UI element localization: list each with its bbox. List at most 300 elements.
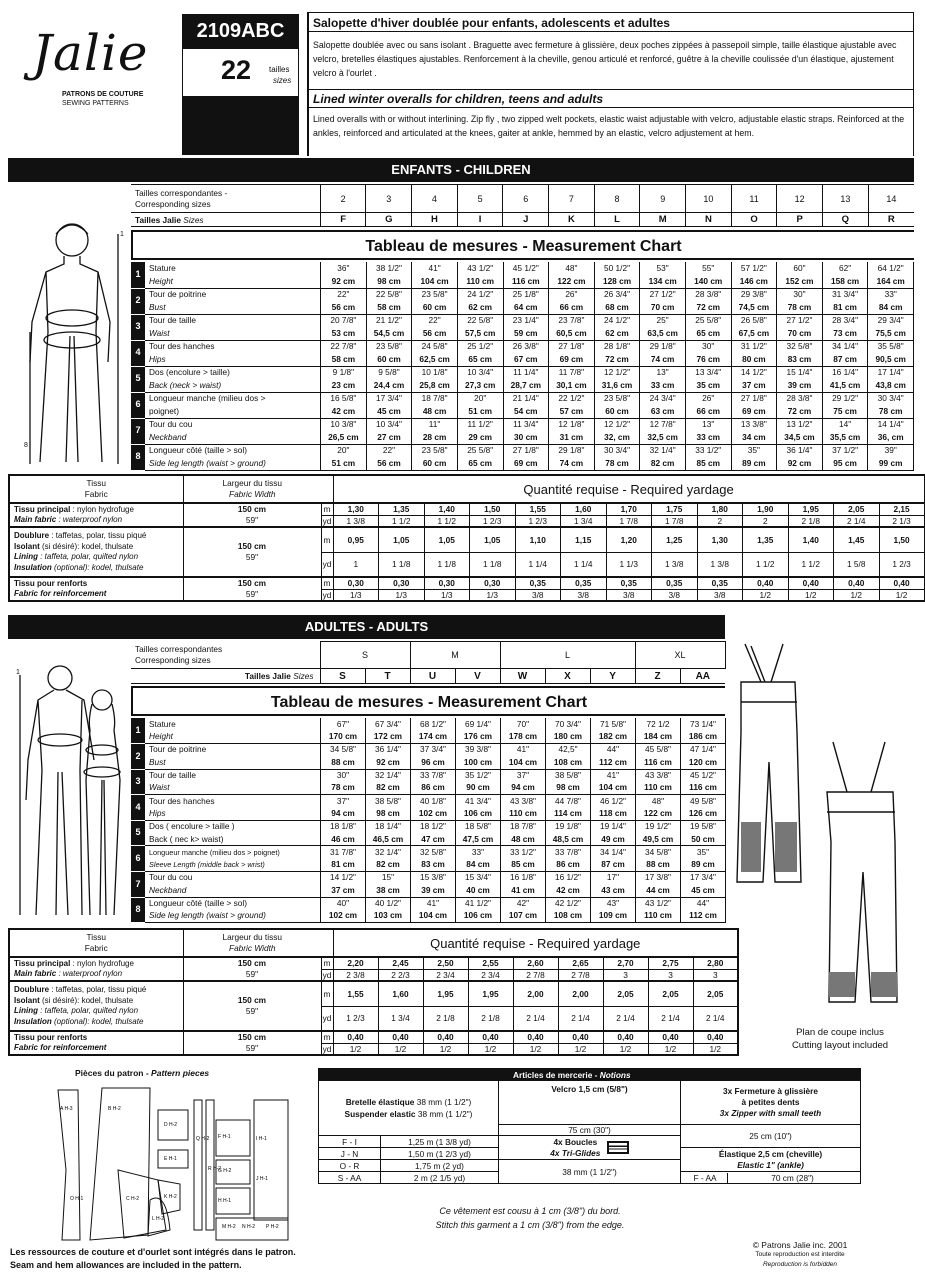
pattern-piece-label: O H-1 [70,1196,84,1202]
adults-jalie-size: AA [680,669,725,684]
measurement-metric: 110 cm [636,910,681,923]
children-corr-row [131,185,914,213]
yardage-metric: 0,35 [697,577,743,589]
measurement-imperial: 26" [685,392,731,405]
measurement-imperial: 11" [412,418,458,431]
measurement-metric: 176 cm [456,731,501,744]
measurement-imperial: 16 1/8" [501,872,546,885]
unit-yd: yd [322,515,332,526]
unit-header-blank [321,475,333,503]
measurement-metric: 85 cm [501,859,546,872]
measurement-imperial: 53" [640,262,686,275]
adults-corr-row [131,642,725,669]
measurement-metric: 62 cm [594,327,640,340]
yardage-metric: 2,75 [648,957,693,969]
measurement-metric: 35,5 cm [822,431,868,444]
measurement-metric: 83 cm [777,353,823,366]
row-number: 4 [132,795,145,821]
measurement-imperial: 31 7/8" [321,846,366,859]
yardage-title: Quantité requise - Required yardage [333,929,738,957]
fig-num-1: 1 [120,231,124,238]
children-corr-size: 13 [823,185,869,213]
measurement-imperial: 67 3/4" [366,718,411,731]
measurement-metric: 58 cm [366,301,412,314]
measurement-imperial: 26 3/8" [503,340,549,353]
measurement-imperial: 44" [681,897,726,910]
yardage-metric: 0,30 [333,577,379,589]
row-number: 4 [132,340,145,366]
adults-jalie-size: U [410,669,455,684]
measurement-metric: 60,5 cm [549,327,595,340]
measurement-metric: 41,5 cm [822,379,868,392]
yardage-metric: 1,75 [652,503,698,515]
measurement-imperial: 43 3/8" [636,769,681,782]
yardage-metric: 1,70 [606,503,652,515]
measurement-row [132,846,726,859]
yardage-metric: 2,65 [558,957,603,969]
measurement-imperial: 24 5/8" [412,340,458,353]
measurement-metric: 140 cm [685,275,731,288]
measurement-imperial: 18 7/8" [412,392,458,405]
measurement-metric: 47 cm [411,833,456,846]
measurement-row [132,262,914,275]
zipper-length: 25 cm (10") [681,1125,861,1148]
measurement-label-fr: Tour de taille [145,769,321,782]
adults-jalie-size: T [365,669,410,684]
children-jalie-size: L [594,213,640,227]
zipper-label: 3x Fermeture à glissière à petites dents 3x Zipper with small teeth [681,1081,861,1125]
measurement-metric: 39 cm [777,379,823,392]
yardage-yards: 2 1/4 [648,1006,693,1031]
yardage-row [9,503,925,515]
unit-yd: yd [322,1043,332,1054]
measurement-imperial: 24 3/4" [640,392,686,405]
yardage-metric: 1,60 [561,503,607,515]
measurement-imperial: 30" [777,288,823,301]
measurement-imperial: 28 3/8" [777,392,823,405]
yardage-metric: 0,35 [652,577,698,589]
measurement-imperial: 32 5/8" [411,846,456,859]
yardage-metric: 2,50 [423,957,468,969]
measurement-label-fr: Tour de poitrine [145,288,321,301]
measurement-metric: 82 cm [640,457,686,470]
measurement-metric: 69 cm [731,405,777,418]
children-corr-size: 5 [457,185,503,213]
measurement-metric: 98 cm [366,808,411,821]
measurement-metric: 64 cm [503,301,549,314]
buckles-label: 4x Boucles 4x Tri-Glides [499,1136,681,1160]
buckles-length: 38 mm (1 1/2") [499,1160,681,1184]
row-number: 1 [132,718,145,744]
measurement-metric: 72 cm [594,353,640,366]
measurement-metric: 40 cm [456,884,501,897]
measurement-metric: 114 cm [546,808,591,821]
measurement-metric: 60 cm [366,353,412,366]
pattern-piece-label: L H-2 [152,1216,165,1222]
measurement-metric: 49,5 cm [636,833,681,846]
measurement-metric: 186 cm [681,731,726,744]
measurement-imperial: 25 5/8" [457,444,503,457]
yardage-metric: 1,20 [606,527,652,552]
yardage-yards: 1 1/2 [379,515,425,527]
measurement-imperial: 23 7/8" [549,314,595,327]
measurement-metric: 88 cm [636,859,681,872]
measurement-imperial: 43" [591,897,636,910]
measurement-imperial: 18 1/2" [411,820,456,833]
measurement-metric: 78 cm [594,457,640,470]
measurement-imperial: 40" [321,897,366,910]
cutting-layout-caption: Plan de coupe inclus Cutting layout included [791,1027,889,1051]
adult-fig-num-1: 1 [16,669,20,676]
measurement-imperial: 18 1/8" [321,820,366,833]
yardage-yards: 1 1/3 [606,552,652,577]
measurement-row [132,910,726,923]
yardage-yards: 3/8 [606,589,652,601]
measurement-metric: 42 cm [321,405,367,418]
measurement-label-fr: Dos (encolure > taille) [145,366,321,379]
measurement-label-en: Waist [145,327,321,340]
pattern-piece-label: C H-2 [126,1196,140,1202]
measurement-imperial: 33 7/8" [411,769,456,782]
measurement-row [132,718,726,731]
fabric-label: Doublure : taffetas, polar, tissu piqué Isolant (si désiré): kodel, thulsate Lining : taffeta, polar, quilted nylon Insulation (optional): kodel, thulsate [14,985,147,1026]
measurement-label-en: Height [145,275,321,288]
yardage-yards: 2 3/4 [423,969,468,981]
children-corr-size: 7 [549,185,595,213]
measurement-row [132,872,726,885]
measurement-metric: 109 cm [591,910,636,923]
yardage-metric: 2,00 [513,981,558,1006]
measurement-metric: 110 cm [501,808,546,821]
measurement-metric: 106 cm [456,808,501,821]
yardage-yards: 1/2 [513,1043,558,1055]
measurement-metric: 46,5 cm [366,833,411,846]
measurement-metric: 37 cm [731,379,777,392]
unit-header-blank [321,929,333,957]
measurement-imperial: 45 5/8" [636,744,681,757]
row-number: 5 [132,366,145,392]
measurement-metric: 68 cm [594,301,640,314]
copyright: © Patrons Jalie inc. 2001 Toute reproduction est interdite Reproduction is forbidden [752,1240,848,1268]
measurement-metric: 32,5 cm [640,431,686,444]
yardage-metric: 1,05 [379,527,425,552]
measurement-label-en: Neckband [145,431,321,444]
measurement-imperial: 36" [321,262,367,275]
measurement-metric: 45 cm [681,884,726,897]
yardage-metric: 0,40 [834,577,880,589]
measurement-imperial: 13 3/4" [685,366,731,379]
measurement-label-en: Side leg length (waist > ground) [145,910,321,923]
measurement-metric: 27,3 cm [457,379,503,392]
measurement-imperial: 32 1/4" [366,769,411,782]
measurement-metric: 94 cm [321,808,366,821]
measurement-metric: 76 cm [685,353,731,366]
measurement-label-fr: Tour des hanches [145,795,321,808]
fabric-header: Tissu Fabric [84,478,108,499]
yardage-metric: 0,40 [648,1031,693,1043]
yardage-metric: 0,35 [561,577,607,589]
measurement-label-en: Back ( nec k> waist) [145,833,321,846]
velcro-length: 75 cm (30") [499,1125,681,1136]
measurement-imperial: 73 1/4" [681,718,726,731]
yardage-metric: 2,55 [468,957,513,969]
yardage-yards: 1/3 [379,589,425,601]
pattern-piece-label: A H-3 [60,1106,73,1112]
yardage-metric: 0,40 [378,1031,423,1043]
measurement-imperial: 18 5/8" [456,820,501,833]
row-number: 8 [132,444,145,470]
measurement-metric: 44 cm [636,884,681,897]
measurement-metric: 107 cm [501,910,546,923]
measurement-imperial: 13" [640,366,686,379]
measurement-imperial: 48" [549,262,595,275]
measurement-imperial: 34 5/8" [321,744,366,757]
measurement-imperial: 55" [685,262,731,275]
measurement-metric: 23 cm [321,379,367,392]
measurement-row [132,379,914,392]
measurement-metric: 110 cm [457,275,503,288]
yardage-metric: 1,55 [333,981,378,1006]
measurement-imperial: 15 3/8" [411,872,456,885]
measurement-imperial: 37 3/4" [411,744,456,757]
measurement-imperial: 17 3/8" [636,872,681,885]
measurement-imperial: 37 1/2" [822,444,868,457]
yardage-yards: 1 [333,552,379,577]
measurement-metric: 65 cm [457,353,503,366]
yardage-yards: 2 3/4 [468,969,513,981]
measurement-metric: 60 cm [412,457,458,470]
measurement-imperial: 30" [321,769,366,782]
yardage-metric: 0,40 [468,1031,513,1043]
susp-len-1: 1,50 m (1 2/3 yd) [381,1148,499,1160]
unit-m: m [321,503,333,515]
measurement-imperial: 28 3/4" [822,314,868,327]
measurement-metric: 100 cm [456,756,501,769]
measurement-row [132,897,726,910]
yardage-yards: 1/3 [333,589,379,601]
yardage-yards: 3 [603,969,648,981]
measurement-imperial: 32 5/8" [777,340,823,353]
measurement-imperial: 29 1/8" [549,444,595,457]
measurement-metric: 25,8 cm [412,379,458,392]
row-number: 3 [132,314,145,340]
pattern-piece-label: M H-2 [222,1224,236,1230]
measurement-metric: 32, cm [594,431,640,444]
measurement-imperial: 22 5/8" [366,288,412,301]
measurement-imperial: 16 5/8" [321,392,367,405]
measurement-metric: 86 cm [546,859,591,872]
measurement-metric: 39 cm [411,884,456,897]
measurement-metric: 116 cm [503,275,549,288]
measurement-imperial: 18 1/4" [366,820,411,833]
measurement-imperial: 57 1/2" [731,262,777,275]
measurement-imperial: 42 1/2" [546,897,591,910]
yardage-yards: 1 1/8 [379,552,425,577]
fabric-label: Tissu principal : nylon hydrofuge Main fabric : waterproof nylon [14,504,134,524]
children-jalie-label: Tailles Jalie Sizes [131,213,320,227]
susp-size-3: S - AA [319,1172,381,1184]
yardage-yards: 2 [743,515,789,527]
measurement-row [132,808,726,821]
yardage-yards: 1/2 [468,1043,513,1055]
row-number: 6 [132,392,145,418]
measurement-row [132,884,726,897]
measurement-metric: 31 cm [549,431,595,444]
adults-size-table [131,641,725,684]
measurement-label-en: Bust [145,756,321,769]
measurement-imperial: 19 5/8" [681,820,726,833]
sizes-count: 22 [221,55,252,85]
yardage-yards: 1 1/2 [424,515,470,527]
yardage-metric: 1,40 [788,527,834,552]
measurement-imperial: 44 7/8" [546,795,591,808]
measurement-row [132,366,914,379]
measurement-metric: 182 cm [591,731,636,744]
children-band: ENFANTS - CHILDREN [8,158,914,182]
susp-size-2: O - R [319,1160,381,1172]
yardage-yards: 2 1/4 [558,1006,603,1031]
measurement-imperial: 14 1/2" [321,872,366,885]
yardage-metric: 2,70 [603,957,648,969]
adults-band: ADULTES - ADULTS [8,615,725,639]
measurement-metric: 62 cm [457,301,503,314]
measurement-imperial: 60" [777,262,823,275]
measurement-imperial: 49 5/8" [681,795,726,808]
susp-len-0: 1,25 m (1 3/8 yd) [381,1136,499,1148]
measurement-row [132,327,914,340]
measurement-label-fr: Tour du cou [145,872,321,885]
row-number: 5 [132,820,145,846]
measurement-metric: 104 cm [591,782,636,795]
measurement-imperial: 22 5/8" [457,314,503,327]
measurement-imperial: 42" [501,897,546,910]
measurement-metric: 49 cm [591,833,636,846]
measurement-imperial: 13" [685,418,731,431]
measurement-imperial: 38 1/2" [366,262,412,275]
measurement-imperial: 11 1/4" [503,366,549,379]
unit-m: m [321,577,333,589]
yardage-metric: 0,30 [470,577,516,589]
yardage-row [9,577,925,589]
yardage-metric: 0,40 [423,1031,468,1043]
unit-yd: yd [321,552,333,577]
width-header: Largeur du tissu Fabric Width [183,929,321,957]
measurement-label-fr: Longueur manche (milieu dos > poignet) [145,846,321,859]
children-corr-size: 12 [777,185,823,213]
measurement-row [132,275,914,288]
measurement-imperial: 15" [366,872,411,885]
children-corr-size: 9 [640,185,686,213]
measurement-imperial: 41 3/4" [456,795,501,808]
measurement-metric: 31,6 cm [594,379,640,392]
measurement-metric: 102 cm [321,910,366,923]
fabric-width: 150 cm 59" [183,527,321,577]
yardage-yards: 1 2/3 [333,1006,378,1031]
pattern-piece-label: P H-2 [266,1224,279,1230]
adults-jalie-size: V [455,669,500,684]
measurement-imperial: 31 3/4" [822,288,868,301]
measurement-imperial: 35" [681,846,726,859]
yardage-yards: 1/3 [424,589,470,601]
measurement-metric: 33 cm [640,379,686,392]
measurement-metric: 30,1 cm [549,379,595,392]
measurement-row [132,405,914,418]
measurement-imperial: 30" [685,340,731,353]
adults-corr-size: S [320,642,410,669]
yardage-metric: 1,55 [515,503,561,515]
measurement-metric: 34 cm [731,431,777,444]
allowance-note: Les ressources de couture et d'ourlet sont intégrés dans le patron. Seam and hem allowances are included in the pattern. [10,1247,296,1270]
adults-corr-size: L [500,642,635,669]
yardage-yards: 2 3/8 [333,969,378,981]
measurement-imperial: 25 5/8" [685,314,731,327]
measurement-imperial: 38 5/8" [366,795,411,808]
measurement-imperial: 27 1/8" [731,392,777,405]
susp-size-1: J - N [319,1148,381,1160]
measurement-imperial: 29 1/2" [822,392,868,405]
yardage-metric: 1,60 [378,981,423,1006]
measurement-imperial: 9 5/8" [366,366,412,379]
tri-glide-icon [607,1141,629,1154]
measurement-metric: 54 cm [503,405,549,418]
measurement-metric: 37 cm [321,884,366,897]
yardage-header [9,475,925,503]
measurement-imperial: 41" [591,769,636,782]
pattern-piece-label: J H-1 [256,1176,268,1182]
measurement-label-fr: Stature [145,718,321,731]
pattern-piece-label: H H-1 [218,1198,232,1204]
measurement-metric: 116 cm [681,782,726,795]
measurement-label-en: Hips [145,353,321,366]
unit-yd: yd [322,969,332,980]
measurement-imperial: 29 3/4" [868,314,914,327]
measurement-metric: 74 cm [640,353,686,366]
measurement-imperial: 13 1/2" [777,418,823,431]
measurement-imperial: 17" [591,872,636,885]
measurement-row [132,756,726,769]
measurement-metric: 120 cm [681,756,726,769]
measurement-metric: 24,4 cm [366,379,412,392]
children-jalie-size: K [549,213,595,227]
overalls-illustration [735,642,915,1022]
children-corr-size: 4 [412,185,458,213]
children-jalie-row [131,213,914,227]
measurement-imperial: 22" [366,444,412,457]
measurement-metric: 122 cm [549,275,595,288]
adults-jalie-size: S [320,669,365,684]
yardage-yards: 1/2 [788,589,834,601]
measurement-metric: 56 cm [412,327,458,340]
children-jalie-size: R [868,213,914,227]
measurement-metric: 174 cm [411,731,456,744]
measurement-metric: 112 cm [681,910,726,923]
adults-corr-label: Tailles correspondantes Corresponding sizes [131,642,320,669]
measurement-imperial: 28 1/8" [594,340,640,353]
measurement-imperial: 12 7/8" [640,418,686,431]
measurement-metric: 50 cm [681,833,726,846]
measurement-metric: 66 cm [685,405,731,418]
yardage-yards: 2 1/8 [788,515,834,527]
measurement-row [132,795,726,808]
measurement-imperial: 27 1/8" [549,340,595,353]
yardage-title: Quantité requise - Required yardage [333,475,925,503]
measurement-metric: 85 cm [685,457,731,470]
yardage-metric: 2,15 [879,503,925,515]
logo-script: Jalie [32,24,149,82]
measurement-imperial: 43 1/2" [636,897,681,910]
measurement-imperial: 10 3/4" [457,366,503,379]
yardage-yards: 1/2 [423,1043,468,1055]
